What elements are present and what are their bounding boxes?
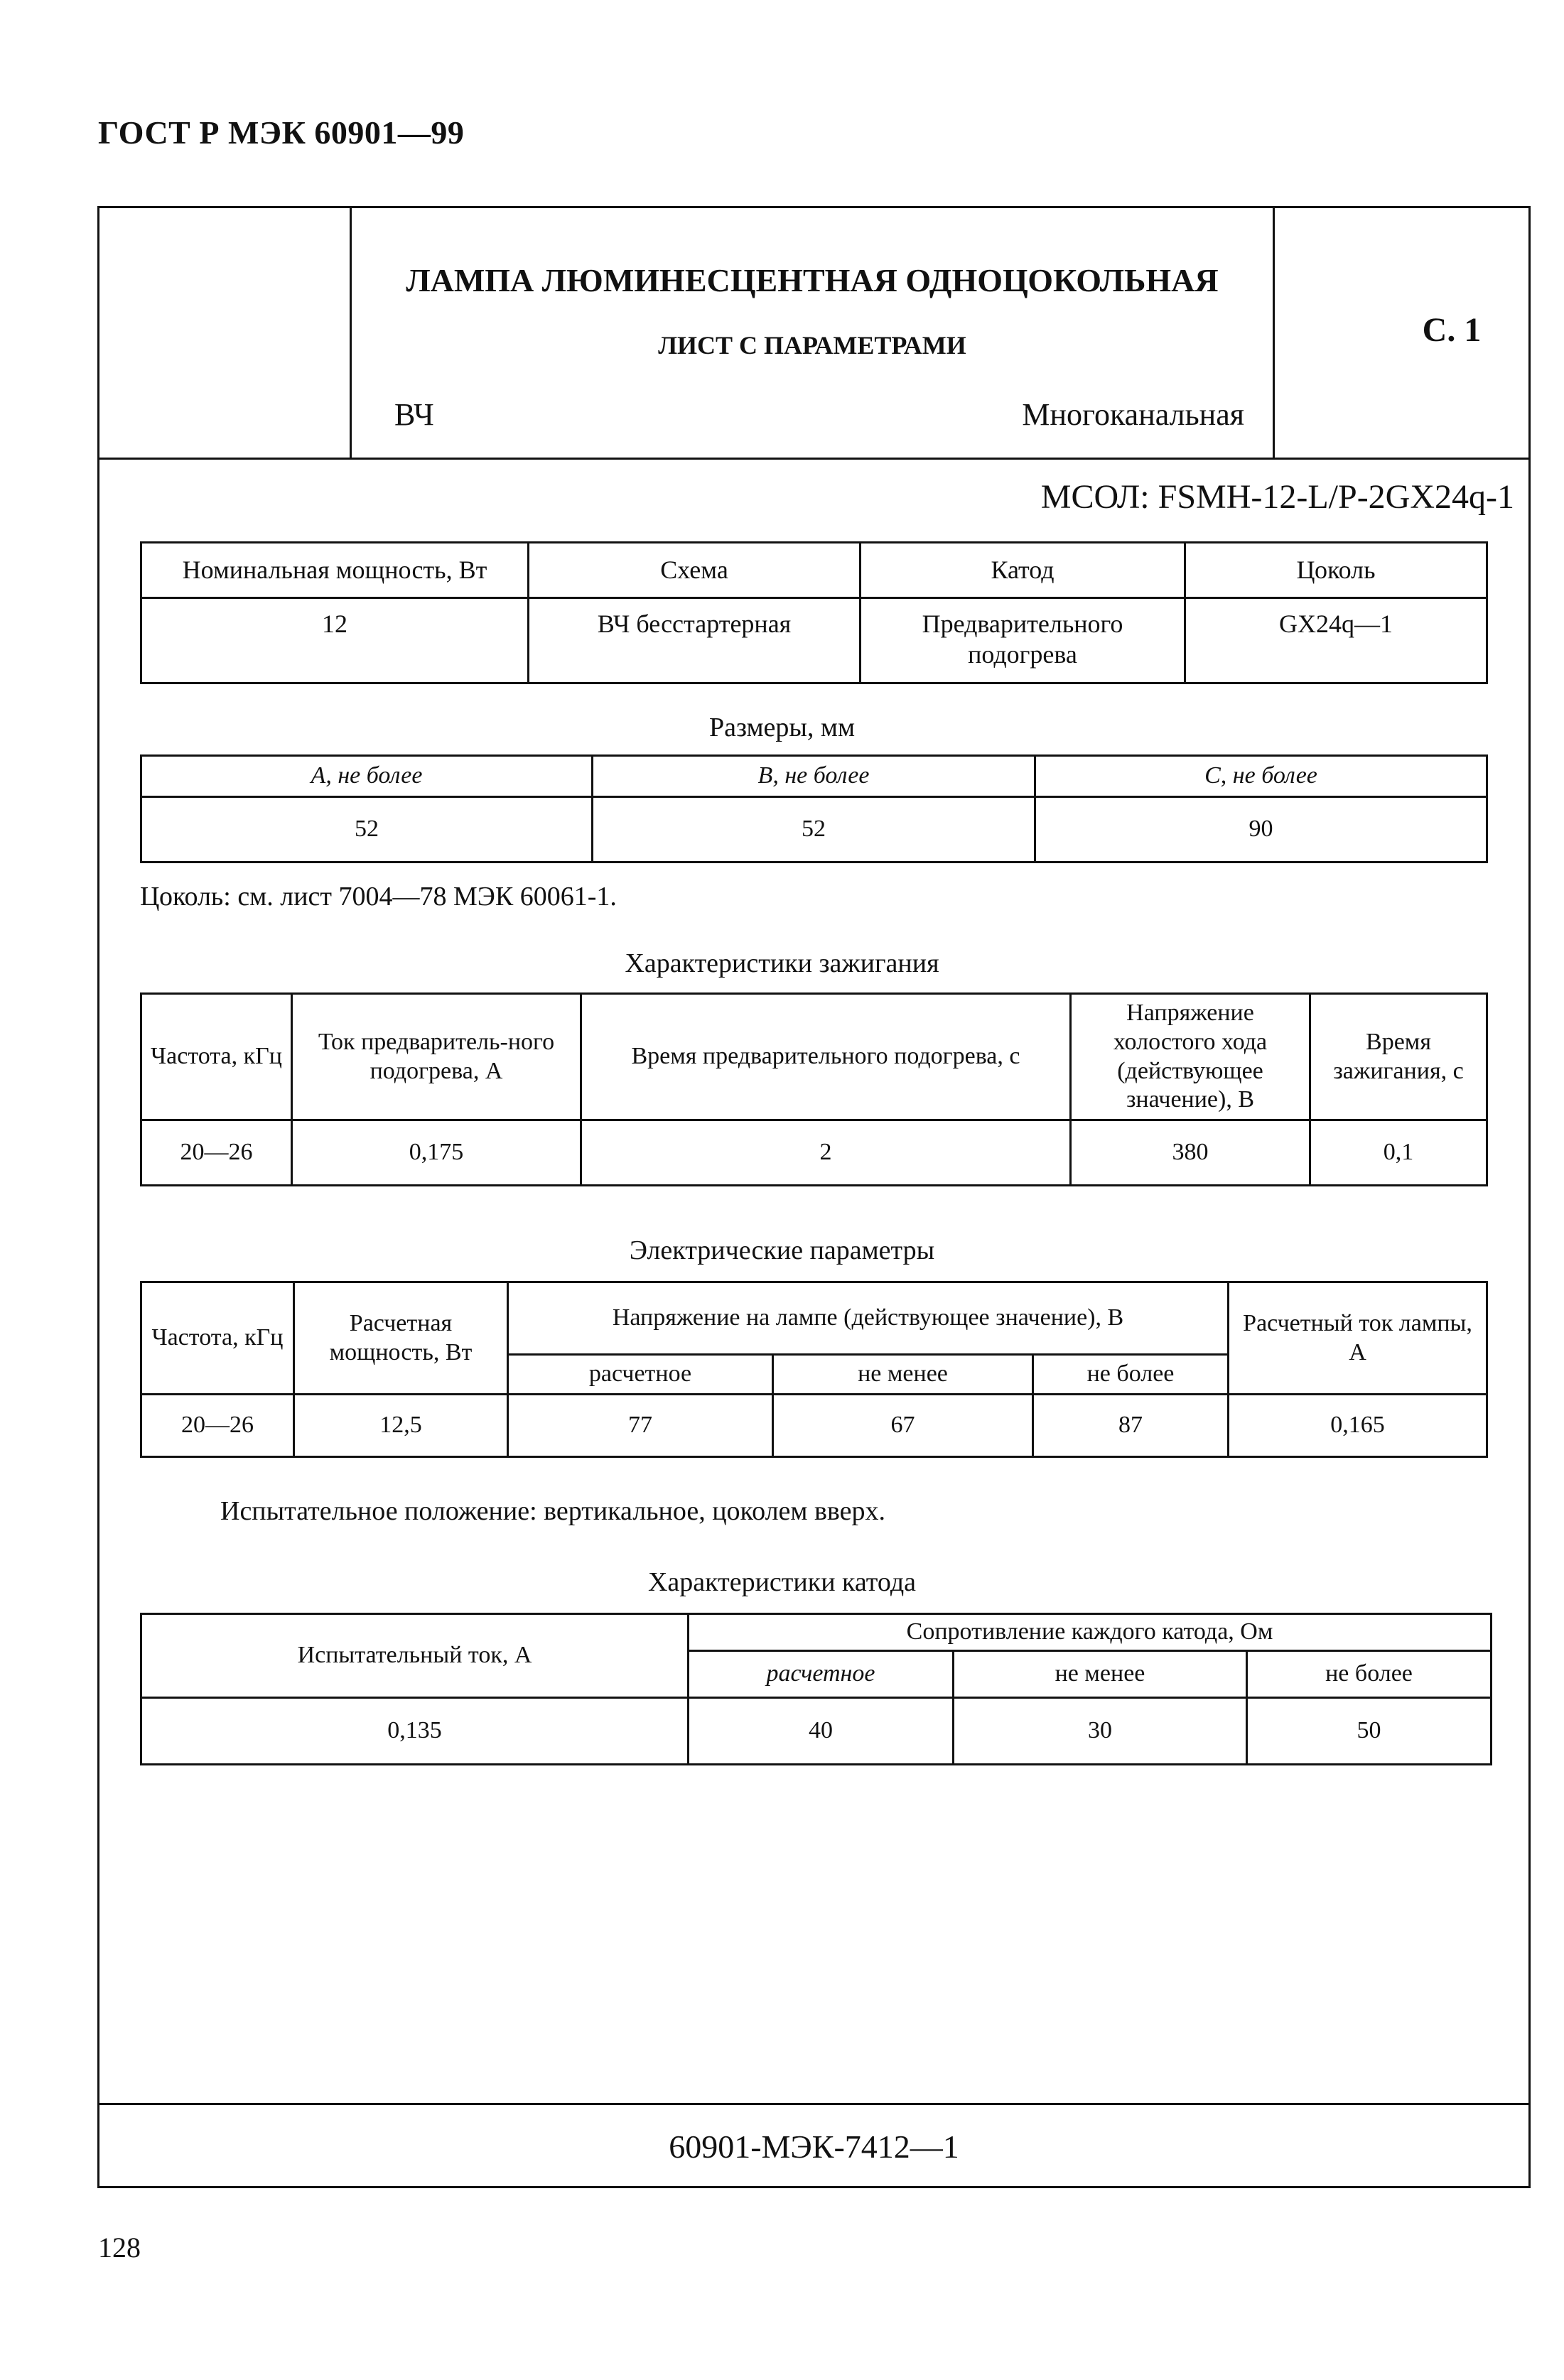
table-header-cell: Испытательный ток, А xyxy=(141,1614,689,1698)
table-header-cell: Сопротивление каждого катода, Ом xyxy=(689,1614,1492,1651)
document-header: ГОСТ Р МЭК 60901—99 xyxy=(98,114,465,151)
table-cell: 380 xyxy=(1071,1120,1310,1186)
table-header-row xyxy=(141,994,1487,1120)
table-row xyxy=(141,598,1487,683)
page-number: 128 xyxy=(98,2232,141,2263)
table-row xyxy=(141,1395,1487,1457)
sheet-type-left: ВЧ xyxy=(394,397,434,432)
table-header-cell: Номинальная мощность, Вт xyxy=(141,543,529,598)
table-header-cell: С, не более xyxy=(1035,756,1487,797)
table-row xyxy=(141,1698,1492,1765)
table-cell: 87 xyxy=(1033,1395,1229,1457)
table-cell: 20—26 xyxy=(141,1395,294,1457)
table-cell: Предварительного подогрева xyxy=(861,598,1185,683)
table-cell: 0,135 xyxy=(141,1698,689,1765)
table-cell: 30 xyxy=(954,1698,1247,1765)
table-cell: 52 xyxy=(593,797,1035,862)
table-header-row xyxy=(141,756,1487,797)
table-row xyxy=(141,1120,1487,1186)
cathode-table xyxy=(140,1613,1492,1765)
sheet-subtitle: ЛИСТ С ПАРАМЕТРАМИ xyxy=(658,331,966,359)
title-divider-right xyxy=(1273,206,1275,458)
electrical-heading: Электрические параметры xyxy=(629,1235,935,1265)
table-cell: GX24q—1 xyxy=(1185,598,1487,683)
table-header-cell: Схема xyxy=(529,543,861,598)
sheet-title: ЛАМПА ЛЮМИНЕСЦЕНТНАЯ ОДНОЦОКОЛЬНАЯ xyxy=(406,262,1219,298)
table-header-cell: В, не более xyxy=(593,756,1035,797)
table-header-row xyxy=(141,543,1487,598)
table-header-row xyxy=(141,1282,1487,1355)
table-cell: 0,165 xyxy=(1229,1395,1487,1457)
table-cell: 2 xyxy=(581,1120,1071,1186)
table-cell: 20—26 xyxy=(141,1120,292,1186)
ignition-table xyxy=(140,992,1488,1186)
table-cell: 67 xyxy=(773,1395,1033,1457)
lamp-designation: МСОЛ: FSMH-12-L/P-2GX24q-1 xyxy=(1040,478,1514,516)
table-subheader-cell: расчетное xyxy=(508,1355,773,1395)
table-cell: 90 xyxy=(1035,797,1487,862)
title-block xyxy=(97,206,1531,460)
ignition-heading: Характеристики зажигания xyxy=(625,948,939,978)
table-subheader-cell: не менее xyxy=(954,1651,1247,1698)
table-cell: 50 xyxy=(1247,1698,1492,1765)
table-header-cell: Напряжение холостого хода (действующее значение), В xyxy=(1071,994,1310,1120)
table-header-cell: Частота, кГц xyxy=(141,994,292,1120)
table-cell: 0,175 xyxy=(292,1120,581,1186)
table-header-cell: Ток предваритель-ного подогрева, А xyxy=(292,994,581,1120)
table-header-cell: Расчетный ток лампы, А xyxy=(1229,1282,1487,1395)
footer-divider xyxy=(97,2103,1531,2105)
cathode-heading: Характеристики катода xyxy=(647,1567,917,1597)
table-header-cell: Время предварительного подогрева, с xyxy=(581,994,1071,1120)
table-cell: 12 xyxy=(141,598,529,683)
title-center xyxy=(352,206,1273,458)
table-header-cell: Время зажигания, с xyxy=(1310,994,1487,1120)
test-position-note: Испытательное положение: вертикальное, цоколем вверх. xyxy=(220,1496,885,1526)
table-subheader-cell: не более xyxy=(1247,1651,1492,1698)
table-header-cell: Катод xyxy=(861,543,1185,598)
dimensions-heading: Размеры, мм xyxy=(708,713,855,742)
electrical-table xyxy=(140,1281,1488,1458)
base-note: Цоколь: см. лист 7004—78 МЭК 60061-1. xyxy=(140,882,617,912)
sheet-type-right: Многоканальная xyxy=(1022,397,1244,432)
table-header-cell: Частота, кГц xyxy=(141,1282,294,1395)
table-header-row xyxy=(141,1614,1492,1651)
table-cell: 77 xyxy=(508,1395,773,1457)
table-cell: 40 xyxy=(689,1698,954,1765)
table-subheader-cell: не менее xyxy=(773,1355,1033,1395)
table-subheader-cell: расчетное xyxy=(689,1651,954,1698)
table-header-cell: Цоколь xyxy=(1185,543,1487,598)
main-parameters-table xyxy=(140,541,1488,684)
sheet-page-label: С. 1 xyxy=(1422,311,1482,349)
table-cell: 52 xyxy=(141,797,593,862)
dimensions-table xyxy=(140,754,1488,863)
table-row xyxy=(141,797,1487,862)
table-subheader-cell: не более xyxy=(1033,1355,1229,1395)
table-header-cell: Расчетная мощность, Вт xyxy=(294,1282,508,1395)
table-header-cell: Напряжение на лампе (действующее значение), В xyxy=(508,1282,1229,1355)
sheet-code: 60901-МЭК-7412—1 xyxy=(669,2129,959,2165)
table-cell: 0,1 xyxy=(1310,1120,1487,1186)
table-cell: ВЧ бесстартерная xyxy=(529,598,861,683)
table-cell: 12,5 xyxy=(294,1395,508,1457)
table-header-cell: А, не более xyxy=(141,756,593,797)
